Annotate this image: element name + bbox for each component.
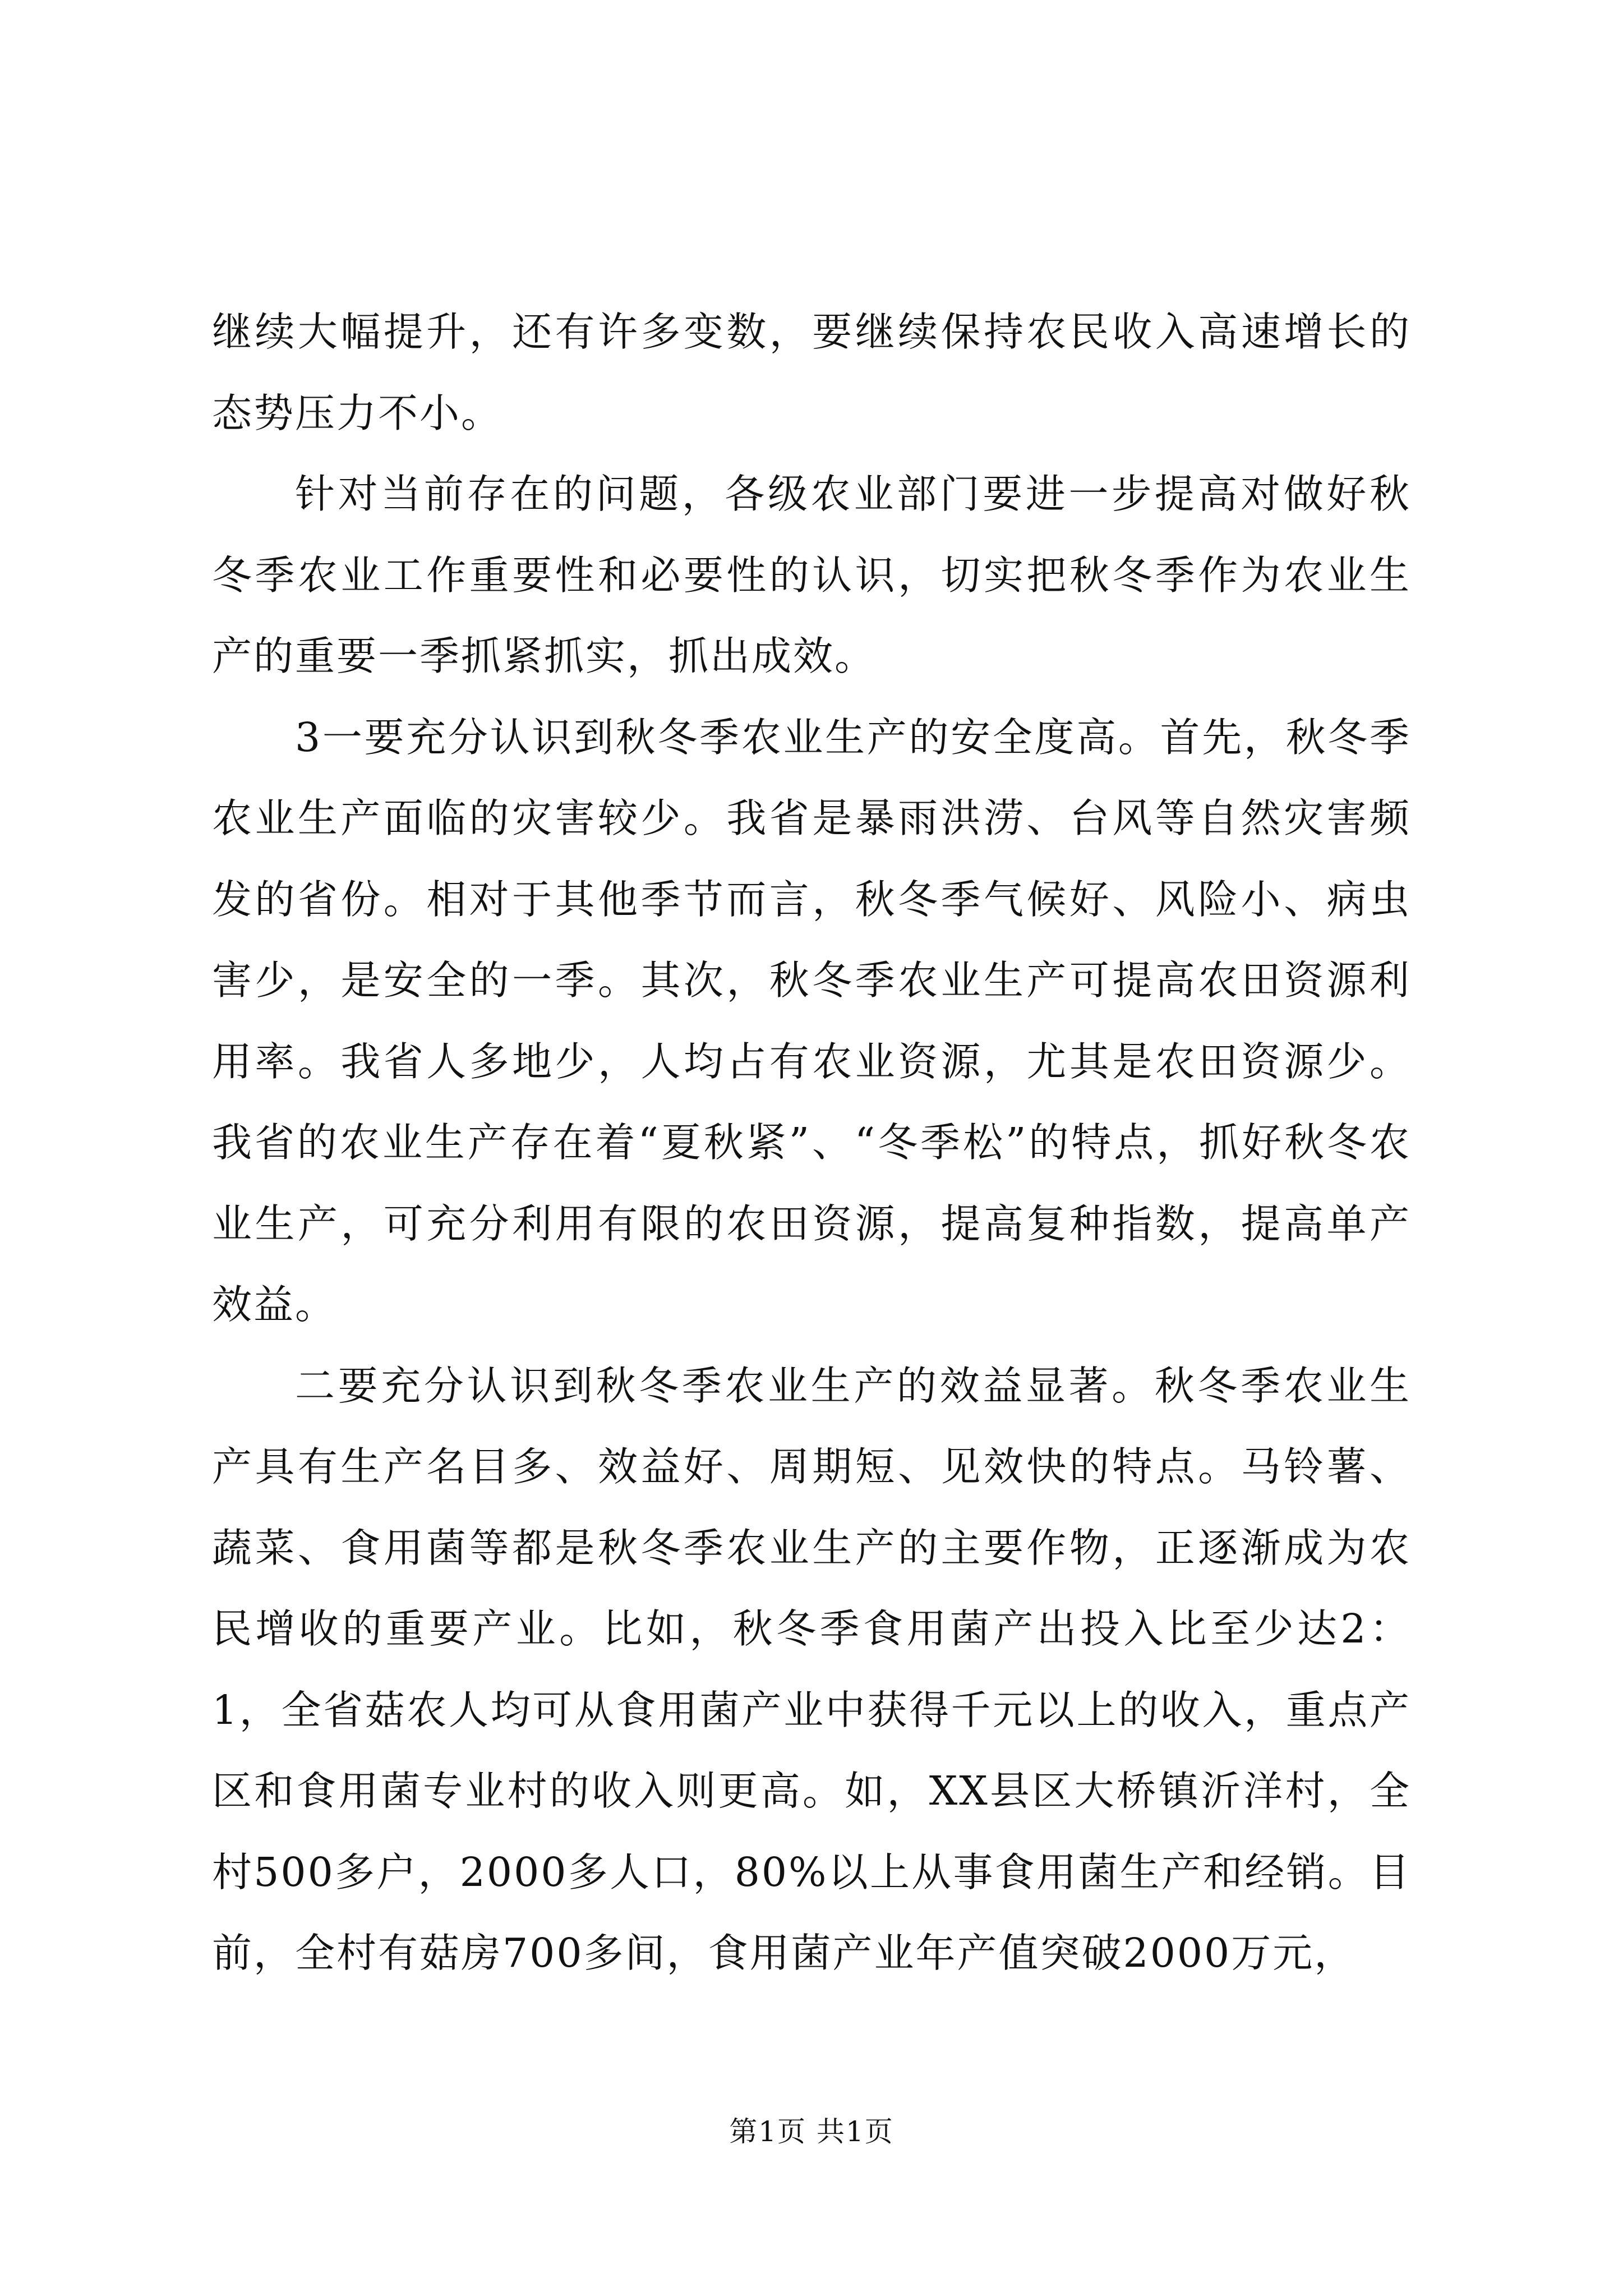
paragraph-1: 继续大幅提升，还有许多变数，要继续保持农民收入高速增长的态势压力不小。 xyxy=(212,309,1411,436)
paragraph-3: 3一要充分认识到秋冬季农业生产的安全度高。首先，秋冬季农业生产面临的灾害较少。我省是暴雨洪涝、台风等自然灾害频发的省份。相对于其他季节而言，秋冬季气候好、风险小、病虫害少，是安全的一季。其次，秋冬季农业生产可提高农田资源利用率。我省人多地少，人均占有农业资源，尤其是农田资源少。我省的农业生产存在着“夏秋紧”、“冬季松”的特点，抓好秋冬农业生产，可充分利用有限的农田资源，提高复种指数，提高单产效益。 xyxy=(212,714,1411,1328)
paragraph-2: 针对当前存在的问题，各级农业部门要进一步提高对做好秋冬季农业工作重要性和必要性的认识，切实把秋冬季作为农业生产的重要一季抓紧抓实，抓出成效。 xyxy=(212,471,1411,679)
page-number-footer: 第1页 共1页 xyxy=(729,2115,894,2148)
paragraph-4: 二要充分认识到秋冬季农业生产的效益显著。秋冬季农业生产具有生产名目多、效益好、周期短、见效快的特点。马铃薯、蔬菜、食用菌等都是秋冬季农业生产的主要作物，正逐渐成为农民增收的重要产业。比如，秋冬季食用菌产出投入比至少达2：1，全省菇农人均可从食用菌产业中获得千元以上的收入，重点产区和食用菌专业村的收入则更高。如，XX县区大桥镇沂洋村，全村500多户，2000多人口，80%以上从事食用菌生产和经销。目前，全村有菇房700多间，食用菌产业年产值突破2000万元， xyxy=(212,1362,1411,1976)
document-body xyxy=(212,292,1411,1994)
